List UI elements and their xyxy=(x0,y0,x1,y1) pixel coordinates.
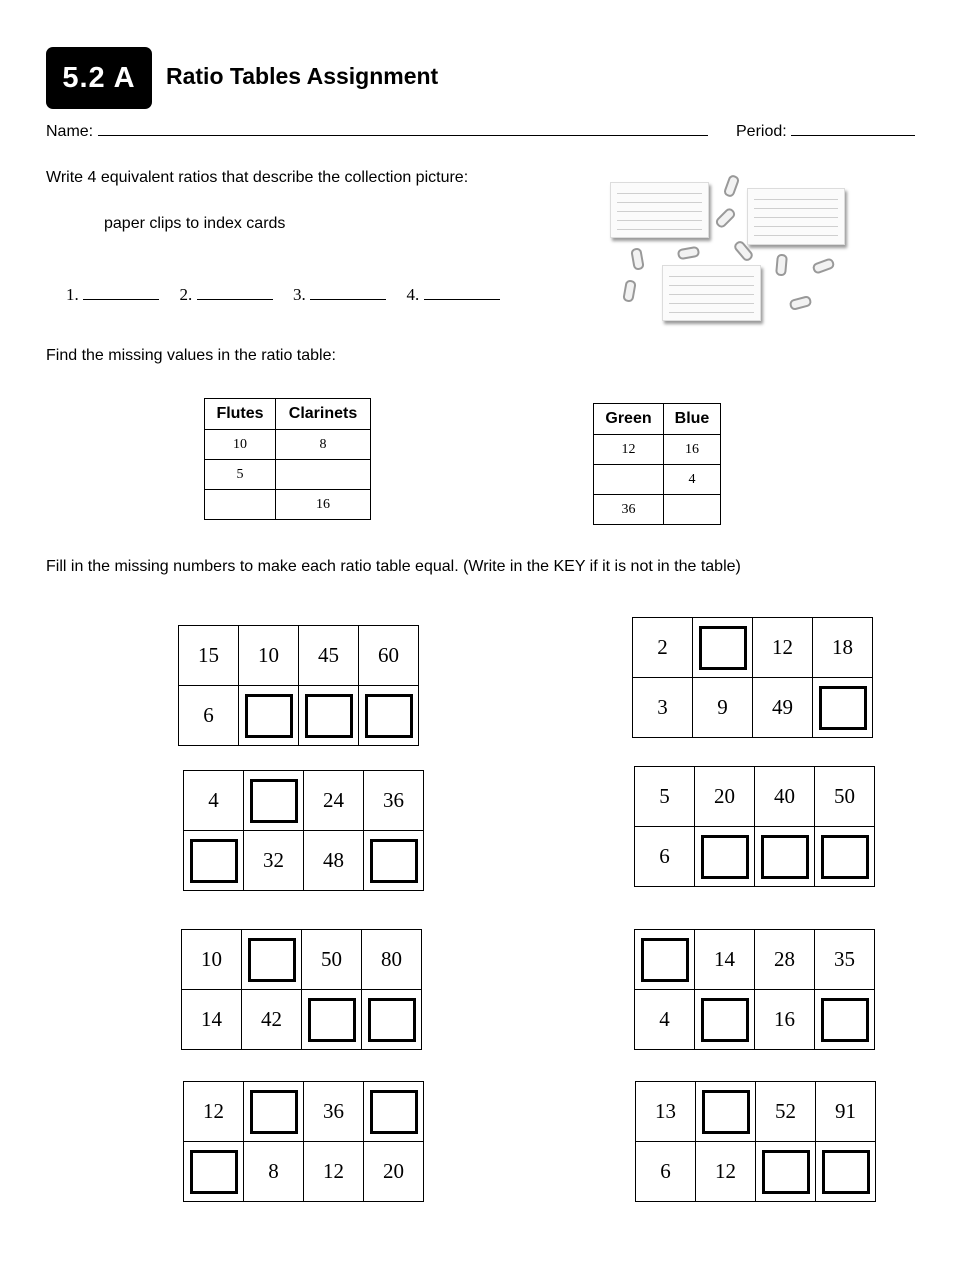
answer-box[interactable] xyxy=(821,835,869,879)
table-row xyxy=(635,827,875,887)
table-cell[interactable] xyxy=(205,490,276,520)
table-cell: 80 xyxy=(362,930,422,990)
period-line xyxy=(736,121,915,141)
table-row xyxy=(633,618,873,678)
name-line xyxy=(46,121,708,141)
answer-box[interactable] xyxy=(701,998,749,1042)
index-card-icon xyxy=(662,265,761,321)
table-cell[interactable]: 36 xyxy=(594,495,664,525)
paper-clip-icon xyxy=(788,295,812,311)
table-cell[interactable] xyxy=(664,495,721,525)
answer-box[interactable] xyxy=(702,1090,750,1134)
table-cell: 8 xyxy=(244,1142,304,1202)
fill-in-ratio-table xyxy=(183,1081,424,1202)
column-header: Green xyxy=(594,404,664,435)
table-cell: 49 xyxy=(753,678,813,738)
table-cell: 6 xyxy=(179,686,239,746)
table-cell: 6 xyxy=(636,1142,696,1202)
paper-clip-icon xyxy=(811,257,835,275)
table-cell: 4 xyxy=(635,990,695,1050)
table-cell[interactable] xyxy=(276,460,371,490)
table-cell: 12 xyxy=(184,1082,244,1142)
fill-in-ratio-table xyxy=(632,617,873,738)
table-row xyxy=(184,831,424,891)
table-cell[interactable]: 4 xyxy=(664,465,721,495)
table-row xyxy=(179,626,419,686)
table-cell[interactable]: 8 xyxy=(276,430,371,460)
table-cell: 12 xyxy=(696,1142,756,1202)
paper-clip-icon xyxy=(677,246,701,261)
table-cell: 16 xyxy=(755,990,815,1050)
table-cell: 20 xyxy=(695,767,755,827)
answer-cell[interactable] xyxy=(815,990,875,1050)
answer-cell[interactable] xyxy=(239,686,299,746)
column-header: Clarinets xyxy=(276,399,371,430)
answer-box[interactable] xyxy=(308,998,356,1042)
table-row xyxy=(184,1142,424,1202)
answer-cell[interactable] xyxy=(755,827,815,887)
paper-clip-icon xyxy=(630,247,645,271)
green-blue-table xyxy=(593,403,721,525)
answer-1-label: 1. xyxy=(66,285,79,304)
answer-1-field[interactable] xyxy=(83,285,159,300)
answer-cell[interactable] xyxy=(244,1082,304,1142)
table-cell[interactable]: 5 xyxy=(205,460,276,490)
answer-box[interactable] xyxy=(305,694,353,738)
paper-clip-icon xyxy=(714,206,737,229)
table-cell: 3 xyxy=(633,678,693,738)
lesson-badge: 5.2 A xyxy=(46,47,152,109)
q1-instruction: Write 4 equivalent ratios that describe the collection picture: xyxy=(46,169,469,186)
answer-4-field[interactable] xyxy=(424,285,500,300)
table-cell[interactable]: 12 xyxy=(594,435,664,465)
answer-box[interactable] xyxy=(822,1150,870,1194)
table-cell: 50 xyxy=(302,930,362,990)
answer-box[interactable] xyxy=(761,835,809,879)
answer-box[interactable] xyxy=(245,694,293,738)
answer-cell[interactable] xyxy=(635,930,695,990)
answer-box[interactable] xyxy=(368,998,416,1042)
page-title: Ratio Tables Assignment xyxy=(166,63,439,89)
table-cell: 20 xyxy=(364,1142,424,1202)
table-cell: 35 xyxy=(815,930,875,990)
table-cell: 2 xyxy=(633,618,693,678)
answer-2-label: 2. xyxy=(179,285,193,304)
fill-in-ratio-table xyxy=(183,770,424,891)
answer-cell[interactable] xyxy=(242,930,302,990)
answer-box[interactable] xyxy=(190,1150,238,1194)
table-cell: 13 xyxy=(636,1082,696,1142)
answer-box[interactable] xyxy=(250,779,298,823)
answer-box[interactable] xyxy=(641,938,689,982)
table-row xyxy=(184,1082,424,1142)
table-cell: 36 xyxy=(304,1082,364,1142)
answer-box[interactable] xyxy=(821,998,869,1042)
paper-clips-and-index-cards-illustration xyxy=(600,170,870,330)
answer-cell[interactable] xyxy=(815,827,875,887)
column-header: Blue xyxy=(664,404,721,435)
table-row xyxy=(635,767,875,827)
answer-cell[interactable] xyxy=(184,1142,244,1202)
table-cell[interactable]: 10 xyxy=(205,430,276,460)
table-cell: 91 xyxy=(816,1082,876,1142)
table-row xyxy=(182,990,422,1050)
answer-3-field[interactable] xyxy=(310,285,386,300)
name-field[interactable] xyxy=(98,121,708,136)
table-cell: 10 xyxy=(239,626,299,686)
fill-in-ratio-table xyxy=(635,1081,876,1202)
q3-instruction: Fill in the missing numbers to make each ratio table equal. (Write in the KEY if it is not in the table) xyxy=(46,558,741,575)
fill-in-ratio-table xyxy=(181,929,422,1050)
table-cell: 28 xyxy=(755,930,815,990)
table-cell: 60 xyxy=(359,626,419,686)
answer-box[interactable] xyxy=(370,839,418,883)
table-cell: 12 xyxy=(304,1142,364,1202)
table-cell: 12 xyxy=(753,618,813,678)
answer-cell[interactable] xyxy=(756,1142,816,1202)
fill-in-ratio-table xyxy=(634,929,875,1050)
answer-box[interactable] xyxy=(819,686,867,730)
paper-clip-icon xyxy=(622,279,637,303)
answer-cell[interactable] xyxy=(364,831,424,891)
answer-box[interactable] xyxy=(248,938,296,982)
q1-answers xyxy=(66,285,500,305)
paper-clip-icon xyxy=(775,254,788,277)
answer-cell[interactable] xyxy=(364,1082,424,1142)
answer-box[interactable] xyxy=(701,835,749,879)
table-cell: 4 xyxy=(184,771,244,831)
answer-box[interactable] xyxy=(370,1090,418,1134)
answer-cell[interactable] xyxy=(359,686,419,746)
table-cell: 14 xyxy=(695,930,755,990)
table-cell: 36 xyxy=(364,771,424,831)
answer-cell[interactable] xyxy=(184,831,244,891)
table-cell: 52 xyxy=(756,1082,816,1142)
answer-4-label: 4. xyxy=(406,285,420,304)
answer-cell[interactable] xyxy=(695,990,755,1050)
table-row xyxy=(636,1142,876,1202)
table-cell[interactable]: 16 xyxy=(276,490,371,520)
answer-cell[interactable] xyxy=(302,990,362,1050)
table-row xyxy=(184,771,424,831)
answer-cell[interactable] xyxy=(696,1082,756,1142)
answer-3-label: 3. xyxy=(293,285,306,304)
table-row xyxy=(179,686,419,746)
table-row xyxy=(636,1082,876,1142)
table-cell: 9 xyxy=(693,678,753,738)
period-label: Period: xyxy=(736,123,787,140)
column-header: Flutes xyxy=(205,399,276,430)
table-cell: 42 xyxy=(242,990,302,1050)
table-cell: 32 xyxy=(244,831,304,891)
answer-box[interactable] xyxy=(250,1090,298,1134)
fill-in-ratio-table xyxy=(178,625,419,746)
table-cell[interactable]: 16 xyxy=(664,435,721,465)
table-cell: 6 xyxy=(635,827,695,887)
answer-2-field[interactable] xyxy=(197,285,273,300)
table-cell: 15 xyxy=(179,626,239,686)
paper-clip-icon xyxy=(723,174,741,198)
table-cell: 45 xyxy=(299,626,359,686)
table-row xyxy=(633,678,873,738)
answer-cell[interactable] xyxy=(695,827,755,887)
table-cell: 5 xyxy=(635,767,695,827)
table-cell: 48 xyxy=(304,831,364,891)
table-cell: 10 xyxy=(182,930,242,990)
table-cell: 40 xyxy=(755,767,815,827)
table-cell: 50 xyxy=(815,767,875,827)
answer-cell[interactable] xyxy=(299,686,359,746)
table-row xyxy=(635,930,875,990)
table-row xyxy=(635,990,875,1050)
answer-box[interactable] xyxy=(190,839,238,883)
table-cell: 14 xyxy=(182,990,242,1050)
flutes-clarinets-table xyxy=(204,398,371,520)
answer-cell[interactable] xyxy=(816,1142,876,1202)
answer-box[interactable] xyxy=(699,626,747,670)
answer-box[interactable] xyxy=(365,694,413,738)
index-card-icon xyxy=(747,188,845,245)
answer-box[interactable] xyxy=(762,1150,810,1194)
period-field[interactable] xyxy=(791,121,915,136)
name-label: Name: xyxy=(46,123,94,140)
table-row xyxy=(182,930,422,990)
q2-instruction: Find the missing values in the ratio table: xyxy=(46,347,336,364)
answer-cell[interactable] xyxy=(813,678,873,738)
fill-in-ratio-table xyxy=(634,766,875,887)
index-card-icon xyxy=(610,182,709,238)
table-cell: 18 xyxy=(813,618,873,678)
table-cell: 24 xyxy=(304,771,364,831)
q1-subtext: paper clips to index cards xyxy=(104,215,286,232)
answer-cell[interactable] xyxy=(244,771,304,831)
table-cell[interactable] xyxy=(594,465,664,495)
answer-cell[interactable] xyxy=(693,618,753,678)
answer-cell[interactable] xyxy=(362,990,422,1050)
